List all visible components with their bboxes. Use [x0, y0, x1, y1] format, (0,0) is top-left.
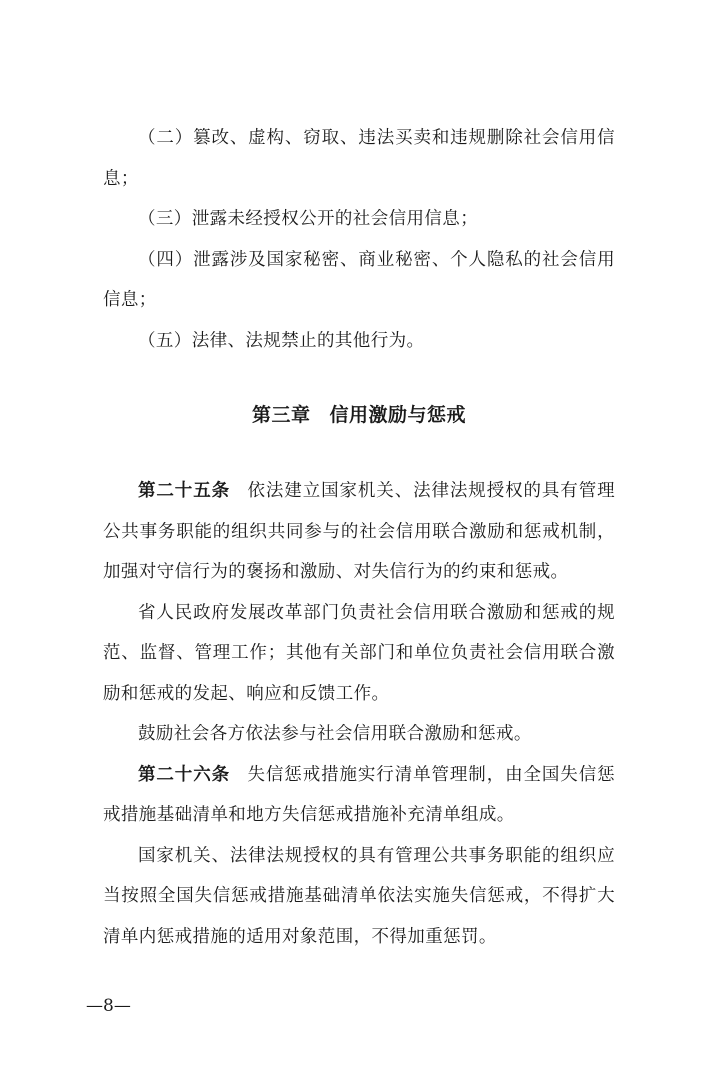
- article-26: [103, 755, 615, 836]
- page-number: —8—: [86, 996, 131, 1016]
- paragraph-encourage: 鼓励社会各方依法参与社会信用联合激励和惩戒。: [138, 724, 532, 744]
- chapter-number: 第三章: [251, 404, 311, 426]
- article-26-text: 失信惩戒措施实行清单管理制，由全国失信惩戒措施基础清单和地方失信惩戒措施补充清单组成。: [103, 764, 615, 825]
- page-content: [103, 118, 615, 957]
- article-26-number: 第二十六条: [138, 764, 230, 785]
- list-item-3: （三）泄露未经授权公开的社会信用信息；: [138, 209, 479, 229]
- list-item-5: （五）法律、法规禁止的其他行为。: [138, 330, 425, 351]
- article-25-number: 第二十五条: [138, 481, 230, 501]
- paragraph-provincial: 省人民政府发展改革部门负责社会信用联合激励和惩戒的规范、监督、管理工作；其他有关部门和单位负责社会信用联合激励和惩戒的发起、响应和反馈工作。: [103, 602, 615, 704]
- chapter-heading: [103, 395, 615, 435]
- list-item-2: （二）篡改、虚构、窃取、违法买卖和违规删除社会信用信息；: [103, 128, 615, 189]
- article-25: [103, 471, 615, 593]
- chapter-title: 信用激励与惩戒: [329, 404, 467, 426]
- list-item-4: （四）泄露涉及国家秘密、商业秘密、个人隐私的社会信用信息；: [103, 249, 615, 310]
- article-25-text: 依法建立国家机关、法律法规授权的具有管理公共事务职能的组织共同参与的社会信用联合激励和惩戒机制，加强对守信行为的褒扬和激励、对失信行为的约束和惩戒。: [103, 481, 615, 582]
- paragraph-state-organs: 国家机关、法律法规授权的具有管理公共事务职能的组织应当按照全国失信惩戒措施基础清单依法实施失信惩戒，不得扩大清单内惩戒措施的适用对象范围，不得加重惩罚。: [103, 845, 615, 947]
